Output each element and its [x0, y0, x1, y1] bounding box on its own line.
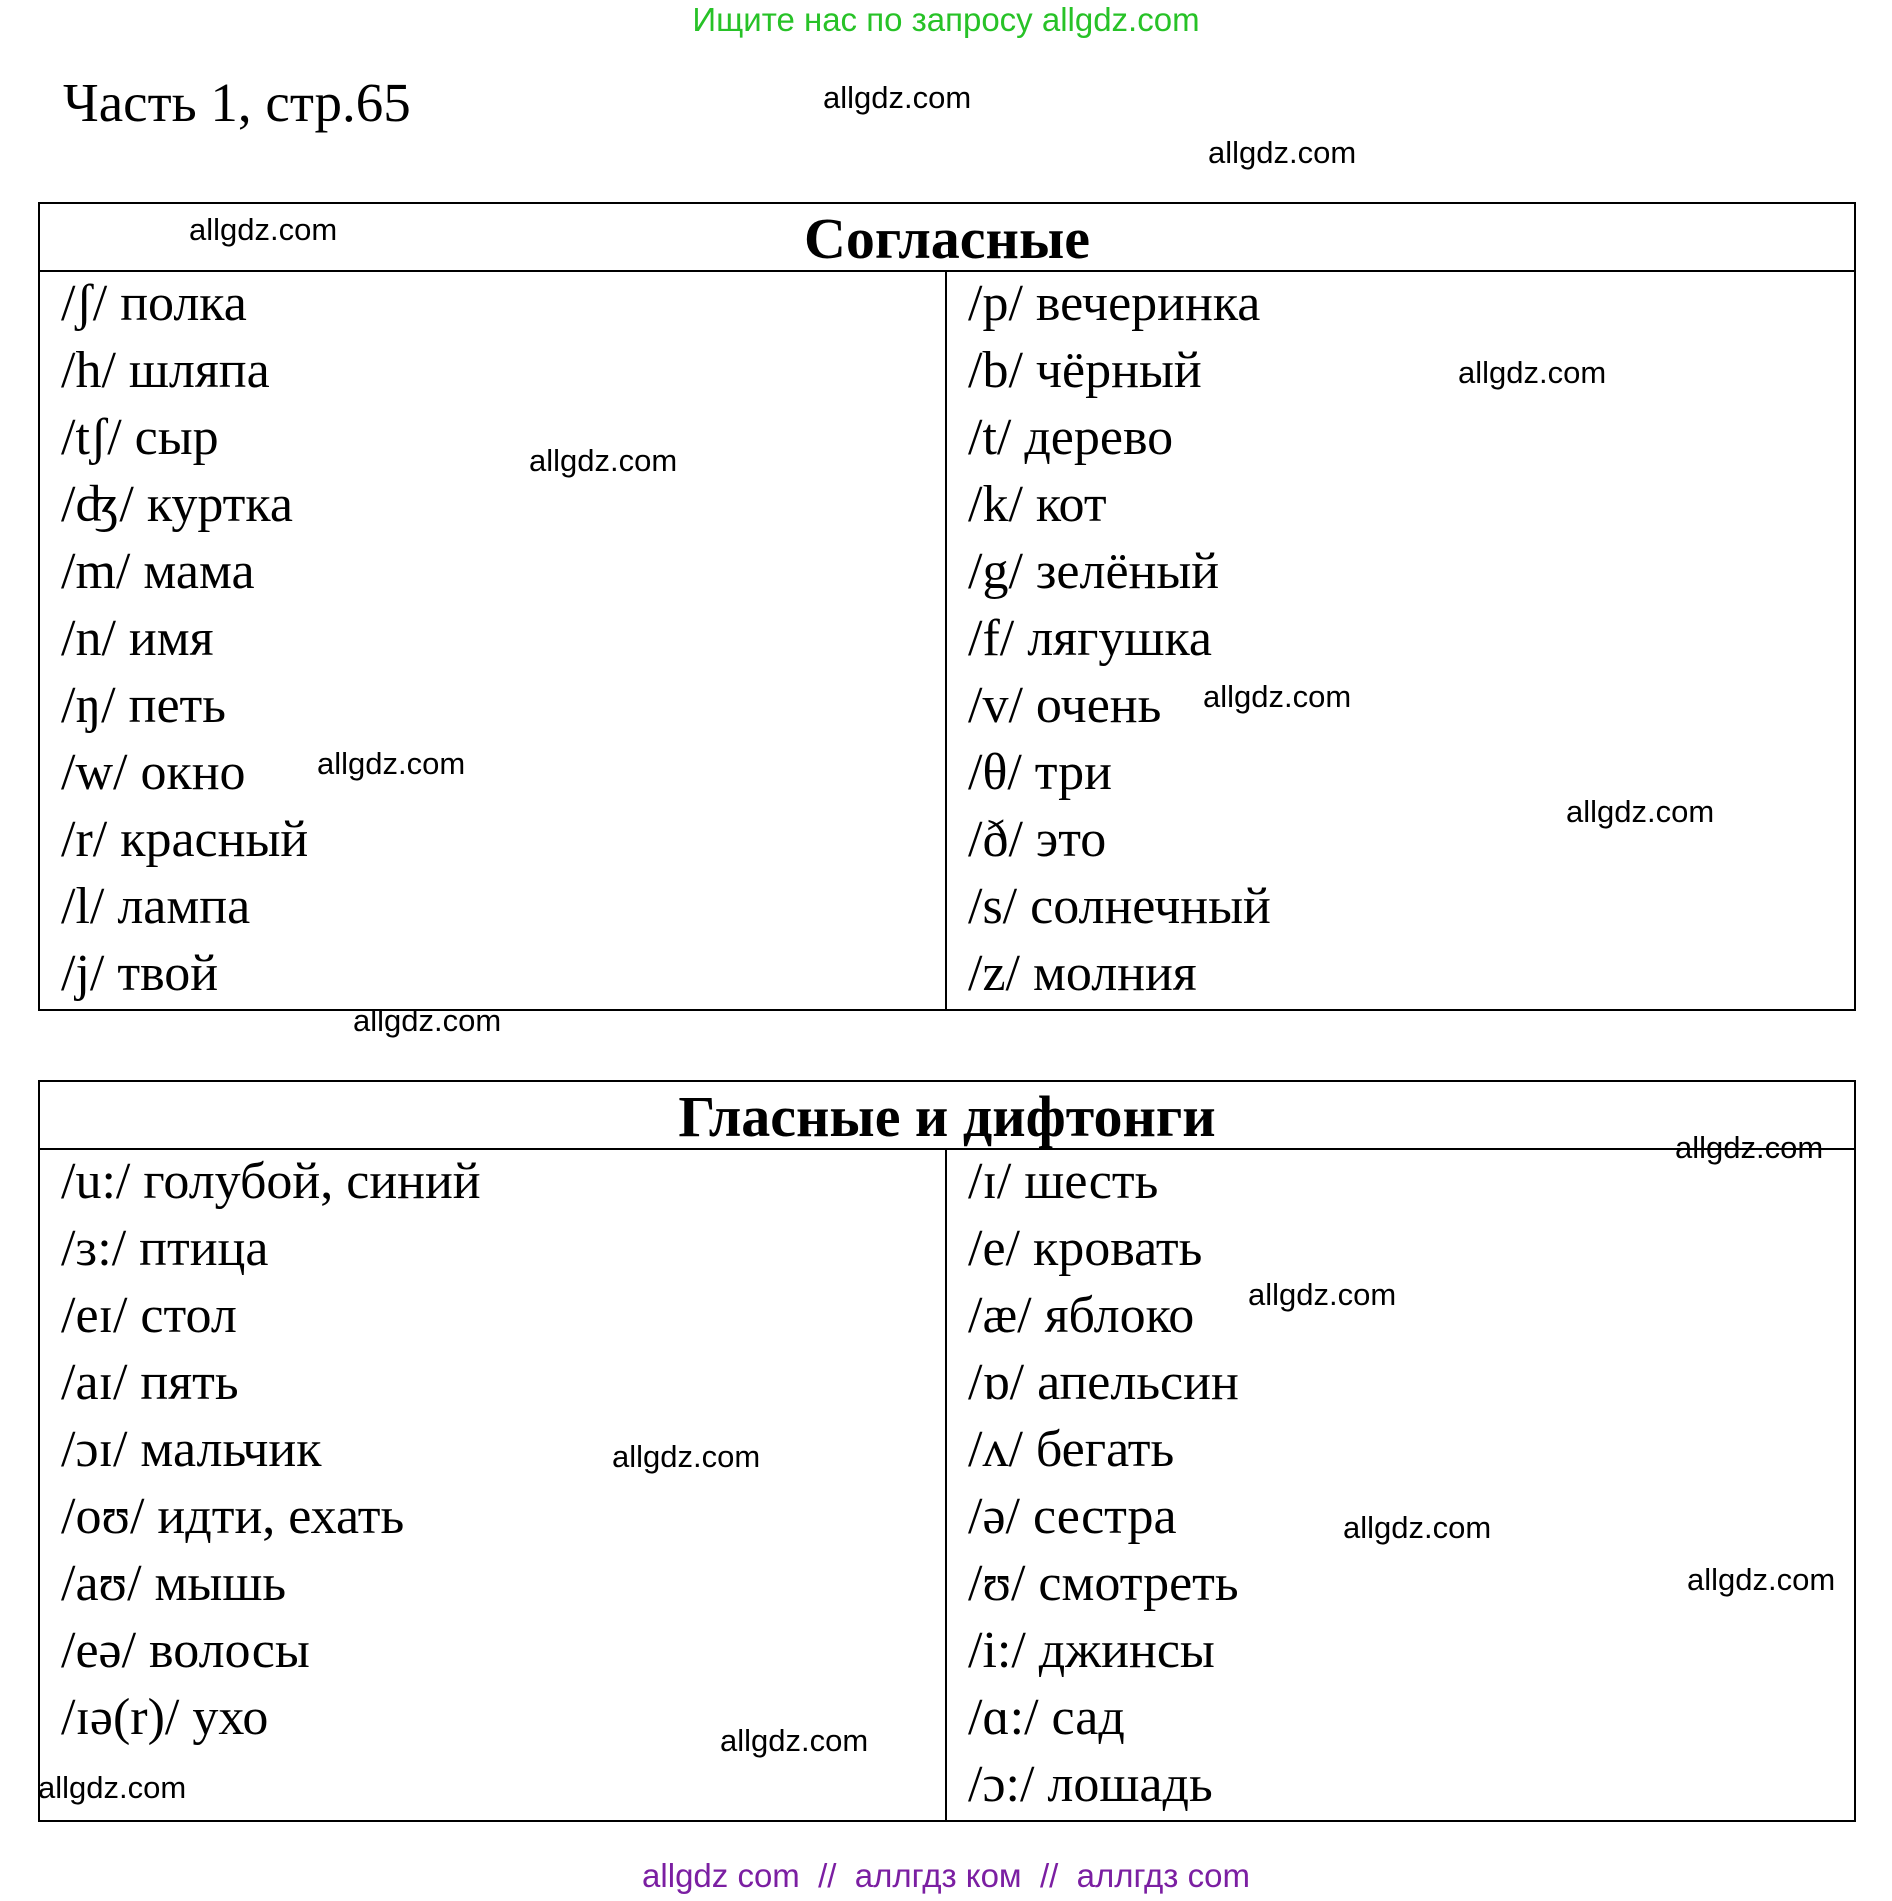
watermark: allgdz.com	[1208, 135, 1357, 170]
consonants-table	[38, 202, 1856, 1011]
consonant-item: /tʃ/ сыр	[61, 409, 219, 466]
consonant-item: /ŋ/ петь	[61, 677, 226, 734]
watermark: allgdz.com	[529, 443, 678, 478]
consonant-item: /s/ солнечный	[968, 878, 1271, 935]
consonants-table-title: Согласные	[40, 204, 1854, 272]
watermark: allgdz.com	[1566, 794, 1715, 829]
consonant-item: /n/ имя	[61, 610, 214, 667]
vowel-item: /ɪə(r)/ ухо	[61, 1689, 269, 1746]
consonant-item: /g/ зелёный	[968, 543, 1220, 600]
vowel-item: /oʊ/ идти, ехать	[61, 1488, 405, 1545]
consonants-left-column	[40, 272, 947, 1009]
top-banner: Ищите нас по запросу allgdz.com	[692, 1, 1200, 38]
consonant-item: /p/ вечеринка	[968, 275, 1261, 332]
consonant-item: /l/ лампа	[61, 878, 251, 935]
vowel-item: /ɔ:/ лошадь	[968, 1756, 1213, 1813]
consonant-item: /f/ лягушка	[968, 610, 1213, 667]
vowel-item: /ə/ сестра	[968, 1488, 1177, 1545]
watermark: allgdz.com	[1203, 679, 1352, 714]
consonant-item: /j/ твой	[61, 945, 219, 1002]
consonant-item: /r/ красный	[61, 811, 309, 868]
vowel-item: /ʊ/ смотреть	[968, 1555, 1239, 1612]
consonant-item: /ʤ/ куртка	[61, 476, 293, 533]
vowel-item: /aɪ/ пять	[61, 1354, 239, 1411]
watermark: allgdz.com	[1675, 1130, 1824, 1165]
watermark: allgdz.com	[317, 746, 466, 781]
vowel-item: /eə/ волосы	[61, 1622, 310, 1679]
consonant-item: /θ/ три	[968, 744, 1112, 801]
consonant-item: /h/ шляпа	[61, 342, 270, 399]
consonant-item: /z/ молния	[968, 945, 1197, 1002]
watermark: allgdz.com	[1248, 1277, 1397, 1312]
consonant-item: /b/ чёрный	[968, 342, 1202, 399]
vowels-table-title: Гласные и дифтонги	[40, 1082, 1854, 1150]
consonant-item: /w/ окно	[61, 744, 246, 801]
watermark: allgdz.com	[823, 80, 972, 115]
watermark: allgdz.com	[189, 212, 338, 247]
vowel-item: /aʊ/ мышь	[61, 1555, 287, 1612]
consonant-item: /t/ дерево	[968, 409, 1174, 466]
watermark: allgdz.com	[353, 1003, 502, 1038]
page-title: Часть 1, стр.65	[63, 72, 411, 133]
watermark: allgdz.com	[1687, 1562, 1836, 1597]
vowel-item: /ɪ/ шесть	[968, 1153, 1159, 1210]
consonant-item: /ʃ/ полка	[61, 275, 247, 332]
vowel-item: /eɪ/ стол	[61, 1287, 237, 1344]
vowel-item: /e/ кровать	[968, 1220, 1203, 1277]
vowel-item: /i:/ джинсы	[968, 1622, 1215, 1679]
consonant-item: /ð/ это	[968, 811, 1107, 868]
vowel-item: /æ/ яблоко	[968, 1287, 1195, 1344]
vowels-table	[38, 1080, 1856, 1822]
vowels-right-column	[947, 1150, 1854, 1820]
vowel-item: /ɒ/ апельсин	[968, 1354, 1239, 1411]
vowel-item: /u:/ голубой, синий	[61, 1153, 481, 1210]
vowel-item: /ɔɪ/ мальчик	[61, 1421, 322, 1478]
consonants-right-column	[947, 272, 1854, 1009]
vowels-columns	[40, 1150, 1854, 1820]
vowel-item: /ʌ/ бегать	[968, 1421, 1175, 1478]
vowel-item: /ɜ:/ птица	[61, 1220, 269, 1277]
footer-banner: allgdz com // аллгдз ком // аллгдз com	[642, 1857, 1250, 1894]
consonant-item: /v/ очень	[968, 677, 1162, 734]
vowels-left-column	[40, 1150, 947, 1820]
watermark: allgdz.com	[1343, 1510, 1492, 1545]
watermark: allgdz.com	[720, 1723, 869, 1758]
watermark: allgdz.com	[38, 1770, 187, 1805]
vowel-item: /ɑ:/ сад	[968, 1689, 1125, 1746]
watermark: allgdz.com	[612, 1439, 761, 1474]
consonant-item: /k/ кот	[968, 476, 1107, 533]
watermark: allgdz.com	[1458, 355, 1607, 390]
consonant-item: /m/ мама	[61, 543, 255, 600]
